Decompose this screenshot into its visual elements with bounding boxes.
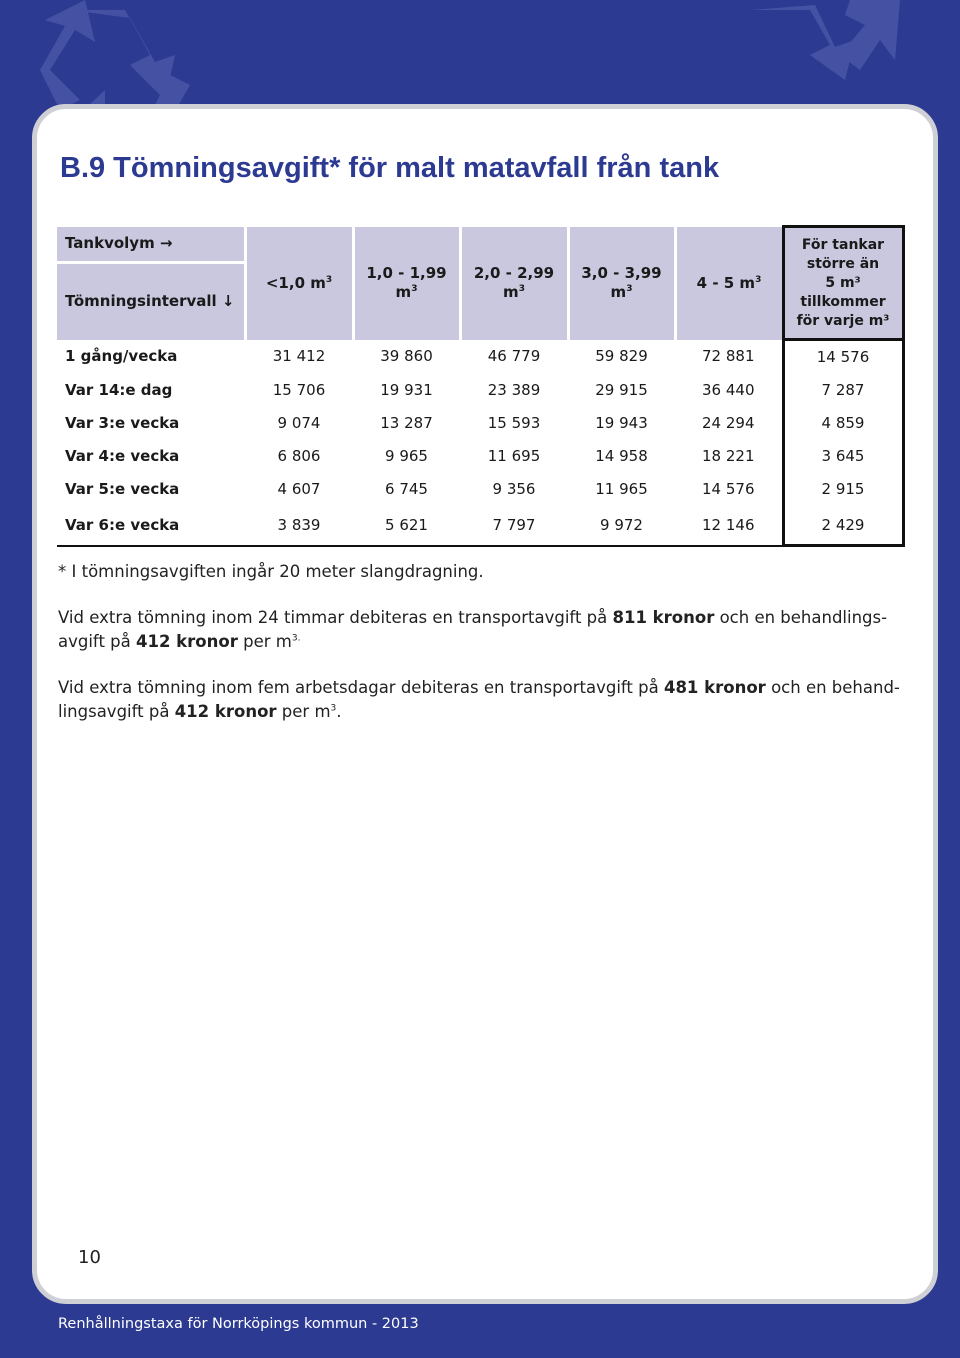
table-cell: 2 429 xyxy=(783,505,903,546)
note-text: Vid extra tömning inom 24 timmar debiteras en transportavgift på xyxy=(58,608,613,627)
table-cell: 46 779 xyxy=(460,340,568,374)
table-cell: 7 287 xyxy=(783,373,903,406)
table-cell: 15 706 xyxy=(245,373,353,406)
footer-text: Renhållningstaxa för Norrköpings kommun - 2013 xyxy=(58,1316,419,1332)
table-cell: 3 839 xyxy=(245,505,353,546)
column-header-label: 2,0 - 2,99 xyxy=(473,264,555,282)
table-cell: 7 797 xyxy=(460,505,568,546)
row-label: Var 6:e vecka xyxy=(57,505,245,546)
row-label: Var 5:e vecka xyxy=(57,472,245,505)
table-cell: 9 356 xyxy=(460,472,568,505)
corner-header-interval: Tömningsintervall ↓ xyxy=(57,262,245,340)
row-label: Var 4:e vecka xyxy=(57,439,245,472)
note-extra-24h xyxy=(58,606,908,654)
recycle-icon xyxy=(730,0,910,90)
table-row xyxy=(57,340,903,374)
table-cell: 11 695 xyxy=(460,439,568,472)
table-cell: 3 645 xyxy=(783,439,903,472)
note-text: per m xyxy=(237,632,292,651)
column-header xyxy=(460,227,568,340)
superscript: 3 xyxy=(518,284,525,294)
note-text: och en behandlings- avgift på xyxy=(58,608,888,651)
superscript: 3 xyxy=(626,284,633,294)
table-cell: 19 943 xyxy=(568,406,675,439)
row-label: Var 14:e dag xyxy=(57,373,245,406)
column-header xyxy=(353,227,460,340)
column-header xyxy=(245,227,353,340)
page-title: B.9 Tömningsavgift* för malt matavfall från tank xyxy=(60,152,720,184)
note-text: Vid extra tömning inom fem arbetsdagar debiteras en transportavgift på xyxy=(58,678,664,697)
table-row xyxy=(57,472,903,505)
table-row xyxy=(57,505,903,546)
column-header xyxy=(568,227,675,340)
row-label: 1 gång/vecka xyxy=(57,340,245,374)
superscript: 3 xyxy=(755,274,762,285)
column-header-line: tillkommer xyxy=(800,293,886,310)
column-header-line: 5 m³ xyxy=(825,274,861,291)
note-text: per m xyxy=(276,702,331,721)
table-cell: 4 859 xyxy=(783,406,903,439)
table-cell: 11 965 xyxy=(568,472,675,505)
table-cell: 72 881 xyxy=(675,340,783,374)
column-header-label: 3,0 - 3,99 xyxy=(581,264,662,282)
table-cell: 13 287 xyxy=(353,406,460,439)
column-header-line: större än xyxy=(806,255,880,272)
table-row xyxy=(57,439,903,472)
column-header-label: 1,0 - 1,99 xyxy=(366,264,447,282)
superscript: 3 xyxy=(325,274,333,285)
note-text: och en behand- lingsavgift på xyxy=(58,678,900,721)
column-header-unit: m xyxy=(610,283,627,301)
table-cell: 4 607 xyxy=(245,472,353,505)
fee-table xyxy=(57,225,905,547)
table-cell: 24 294 xyxy=(675,406,783,439)
note-extra-5days xyxy=(58,676,908,724)
table-cell: 5 621 xyxy=(353,505,460,546)
table-cell: 31 412 xyxy=(245,340,353,374)
superscript: 3 xyxy=(411,284,418,294)
table-cell: 9 074 xyxy=(245,406,353,439)
column-header-label: <1,0 m xyxy=(265,273,326,292)
column-header-extra xyxy=(783,227,903,340)
table-cell: 14 958 xyxy=(568,439,675,472)
table-cell: 36 440 xyxy=(675,373,783,406)
note-amount: 412 kronor xyxy=(136,632,238,651)
row-label: Var 3:e vecka xyxy=(57,406,245,439)
table-cell: 18 221 xyxy=(675,439,783,472)
column-header-unit: m xyxy=(395,283,412,301)
note-amount: 412 kronor xyxy=(174,702,277,721)
note-amount: 811 kronor xyxy=(612,608,715,627)
notes-section xyxy=(58,560,908,746)
note-text: . xyxy=(336,702,342,721)
table-cell: 19 931 xyxy=(353,373,460,406)
table-row xyxy=(57,406,903,439)
table-cell: 12 146 xyxy=(675,505,783,546)
table-cell: 2 915 xyxy=(783,472,903,505)
table-cell: 15 593 xyxy=(460,406,568,439)
column-header-label: 4 - 5 m xyxy=(696,273,756,292)
table-cell: 14 576 xyxy=(783,340,903,374)
table-cell: 6 806 xyxy=(245,439,353,472)
corner-header-volume: Tankvolym → xyxy=(57,227,245,263)
table-cell: 9 972 xyxy=(568,505,675,546)
table-row xyxy=(57,373,903,406)
table-cell: 59 829 xyxy=(568,340,675,374)
column-header-line: för varje m³ xyxy=(796,312,890,329)
table-cell: 39 860 xyxy=(353,340,460,374)
note-amount: 481 kronor xyxy=(663,678,766,697)
superscript: 3 xyxy=(330,703,337,714)
column-header-line: För tankar xyxy=(801,236,885,253)
table-cell: 9 965 xyxy=(353,439,460,472)
table-cell: 6 745 xyxy=(353,472,460,505)
table-cell: 14 576 xyxy=(675,472,783,505)
column-header-unit: m xyxy=(503,283,519,301)
table-cell: 23 389 xyxy=(460,373,568,406)
column-header xyxy=(675,227,783,340)
table-cell: 29 915 xyxy=(568,373,675,406)
footnote: * I tömningsavgiften ingår 20 meter slangdragning. xyxy=(58,562,484,581)
superscript: 3. xyxy=(291,633,301,644)
page-number: 10 xyxy=(78,1247,101,1268)
